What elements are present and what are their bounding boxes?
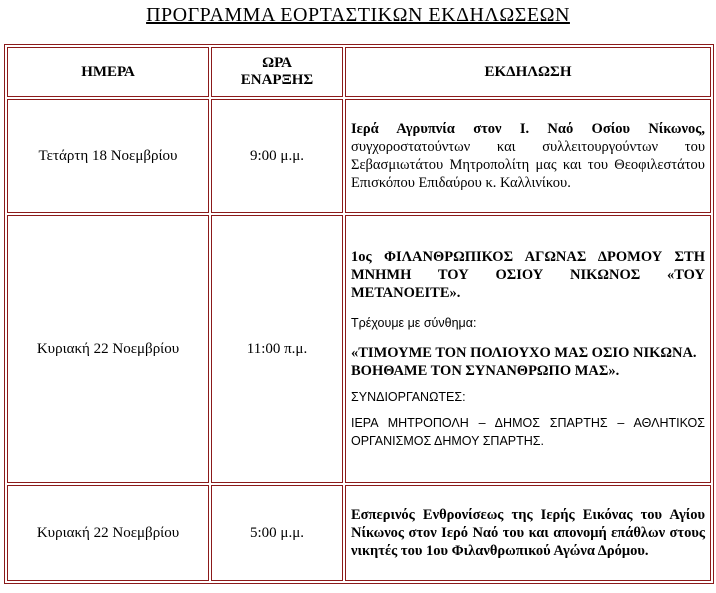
event-title: Εσπερινός Ενθρονίσεως της Ιερής Εικόνας του Αγίου Νίκωνος στον Ιερό Ναό του και απονομή επάθλων στους νικητές του 1ου Φιλανθρωπικού Αγώνα Δρόμου. — [351, 507, 705, 559]
row-event — [345, 485, 711, 581]
event-description: συγχοροστατούντων και συλλειτουργούντων του Σεβασμιωτάτου Μητροπολίτη μας και του Θεοφιλεστάτου Επισκόπου Επιδαύρου κ. Καλλινίκου. — [351, 139, 705, 191]
row-day: Κυριακή 22 Νοεμβρίου — [7, 485, 209, 581]
row-time: 9:00 μ.μ. — [211, 99, 343, 213]
header-day: ΗΜΕΡΑ — [7, 47, 209, 97]
header-time — [211, 47, 343, 97]
table-header-row — [7, 47, 711, 97]
header-time-line2: ΕΝΑΡΞΗΣ — [240, 72, 314, 88]
row-day: Τετάρτη 18 Νοεμβρίου — [7, 99, 209, 213]
table-row — [7, 99, 711, 213]
row-day: Κυριακή 22 Νοεμβρίου — [7, 215, 209, 483]
row-time: 11:00 π.μ. — [211, 215, 343, 483]
row-time: 5:00 μ.μ. — [211, 485, 343, 581]
slogan-intro: Τρέχουμε με σύνθημα: — [351, 316, 477, 330]
page-title: ΠΡΟΓΡΑΜΜΑ ΕΟΡΤΑΣΤΙΚΩΝ ΕΚΔΗΛΩΣΕΩΝ — [146, 4, 570, 26]
slogan-line-2: ΒΟΗΘΑΜΕ ΤΟΝ ΣΥΝΑΝΘΡΩΠΟ ΜΑΣ». — [351, 363, 620, 379]
event-title: 1ος ΦΙΛΑΝΘΡΩΠΙΚΟΣ ΑΓΩΝΑΣ ΔΡΟΜΟΥ ΣΤΗ ΜΝΗΜΗ ΤΟΥ ΟΣΙΟΥ ΝΙΚΩΝΟΣ «ΤΟΥ ΜΕΤΑΝΟΕΙΤΕ». — [351, 249, 705, 301]
events-table — [4, 44, 714, 584]
header-event: ΕΚΔΗΛΩΣΗ — [345, 47, 711, 97]
event-title: Ιερά Αγρυπνία στον Ι. Ναό Οσίου Νίκωνος, — [351, 121, 705, 137]
table-row — [7, 485, 711, 581]
row-event — [345, 99, 711, 213]
co-organizers: ΙΕΡΑ ΜΗΤΡΟΠΟΛΗ – ΔΗΜΟΣ ΣΠΑΡΤΗΣ – ΑΘΛΗΤΙΚΟΣ ΟΡΓΑΝΙΣΜΟΣ ΔΗΜΟΥ ΣΠΑΡΤΗΣ. — [351, 416, 705, 448]
slogan-line-1: «ΤΙΜΟΥΜΕ ΤΟΝ ΠΟΛΙΟΥΧΟ ΜΑΣ ΟΣΙΟ ΝΙΚΩΝΑ. — [351, 345, 697, 361]
co-organizers-label: ΣΥΝΔΙΟΡΓΑΝΩΤΕΣ: — [351, 390, 466, 404]
row-event — [345, 215, 711, 483]
header-time-line1: ΩΡΑ — [262, 55, 292, 71]
table-row — [7, 215, 711, 483]
